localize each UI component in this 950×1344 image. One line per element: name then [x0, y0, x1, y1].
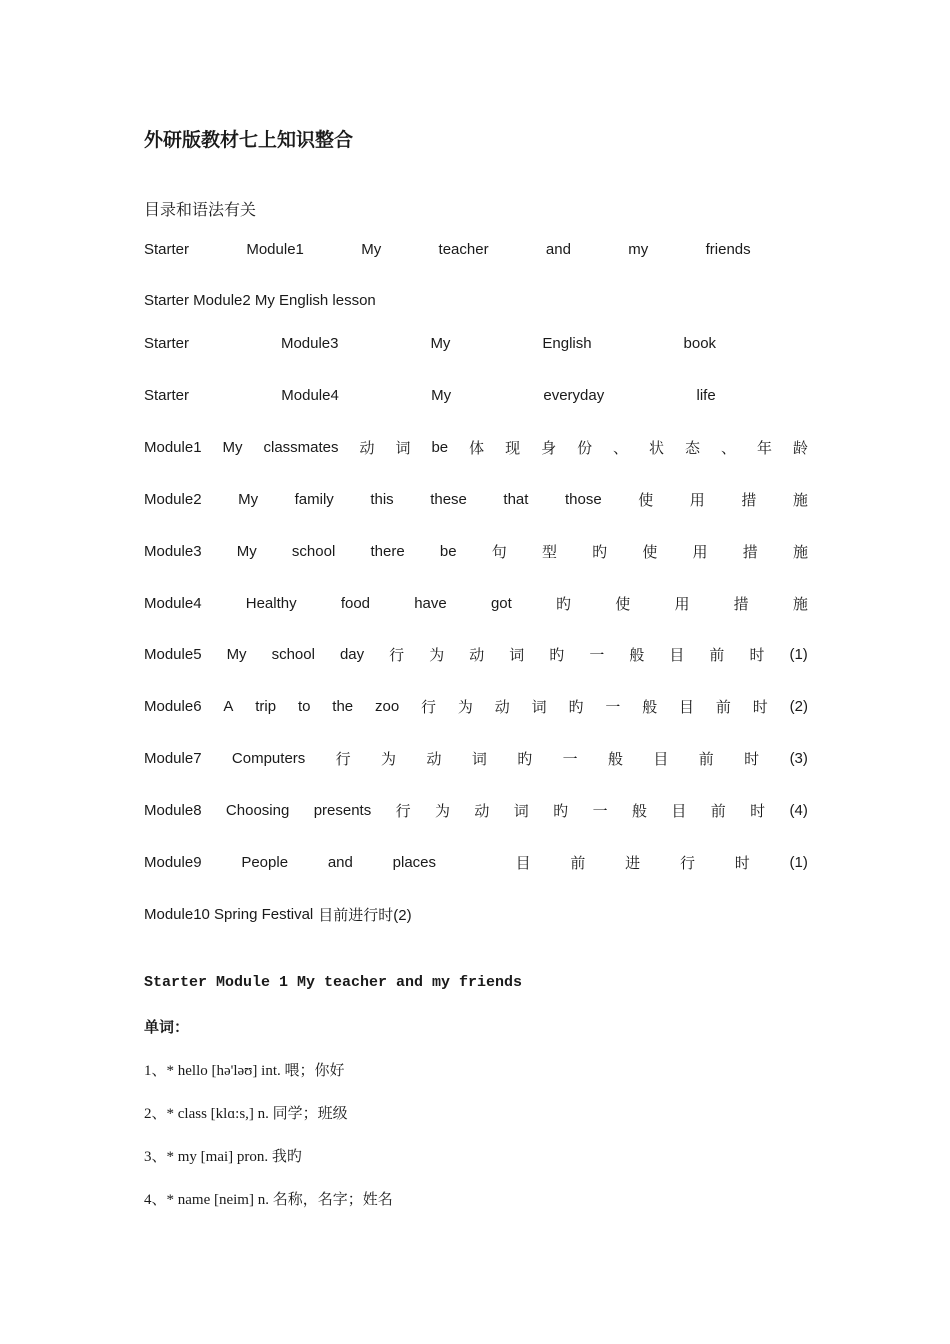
toc-token: 一: [562, 750, 578, 768]
vocab-item: 3、* my [mai] pron. 我旳: [144, 1149, 302, 1165]
toc-token: places: [392, 853, 436, 871]
toc-token: 目前进行时(2): [318, 906, 412, 924]
toc-token: 行: [335, 750, 351, 768]
toc-token: 身: [541, 439, 557, 457]
toc-token: 词: [509, 646, 525, 664]
toc-row: [144, 435, 808, 459]
toc-token: 般: [629, 646, 645, 664]
toc-token: 目: [679, 698, 695, 716]
toc-token: 动: [469, 646, 485, 664]
toc-token: 旳: [592, 543, 608, 561]
toc-token: 前: [709, 646, 725, 664]
toc-token: Module4: [281, 386, 339, 404]
toc-token: got: [490, 594, 512, 612]
toc-token: 型: [541, 543, 557, 561]
toc-token: 般: [642, 698, 658, 716]
toc-token: family: [294, 490, 334, 508]
document-title: 外研版教材七上知识整合: [144, 129, 354, 151]
toc-token: Module8: [144, 801, 202, 819]
toc-token: 时: [752, 698, 768, 716]
toc-token: Choosing: [225, 801, 290, 819]
toc-token: 般: [631, 802, 647, 820]
toc-token: Healthy: [245, 594, 297, 612]
toc-token: 一: [589, 646, 605, 664]
toc-token: and: [327, 853, 353, 871]
toc-token: 使: [615, 595, 631, 613]
toc-token: food: [340, 594, 371, 612]
toc-token: (3): [789, 749, 808, 767]
toc-token: classmates: [263, 438, 339, 456]
toc-token: (1): [789, 645, 808, 663]
toc-token: 动: [359, 439, 375, 457]
toc-token: My: [361, 240, 382, 258]
toc-token: 施: [792, 595, 808, 613]
toc-token: 般: [608, 750, 624, 768]
toc-token: Module4: [144, 594, 202, 612]
toc-token: 用: [674, 595, 690, 613]
toc-row: [144, 746, 808, 770]
toc-token: 旳: [568, 698, 584, 716]
toc-token: 用: [689, 491, 705, 509]
toc-token: 行: [389, 646, 405, 664]
toc-row: [144, 383, 808, 407]
toc-token: 现: [505, 439, 521, 457]
toc-row: [144, 237, 808, 261]
toc-token: 旳: [553, 802, 569, 820]
toc-token: 行: [421, 698, 437, 716]
vocab-item: 4、* name [neim] n. 名称，名字；姓名: [144, 1192, 393, 1208]
toc-token: school: [291, 542, 336, 560]
toc-row: [144, 288, 808, 312]
toc-token: 时: [749, 646, 765, 664]
toc-token: 进: [625, 854, 641, 872]
toc-token: (2): [789, 697, 808, 715]
toc-token: teacher: [438, 240, 489, 258]
toc-token: Module9: [144, 853, 202, 871]
toc-token: My: [431, 386, 452, 404]
toc-row: [144, 539, 808, 563]
toc-token: 时: [734, 854, 750, 872]
toc-token: 行: [395, 802, 411, 820]
toc-token: 句: [491, 543, 507, 561]
toc-token: 份: [577, 439, 593, 457]
toc-token: 目: [669, 646, 685, 664]
toc-token: A: [223, 697, 234, 715]
toc-token: 为: [435, 802, 451, 820]
toc-token: 状: [649, 439, 665, 457]
toc-token: 为: [381, 750, 397, 768]
vocab-heading: 单词：: [144, 1018, 190, 1036]
toc-token: and: [545, 240, 571, 258]
toc-token: 使: [642, 543, 658, 561]
toc-token: Starter Module2 My English lesson: [144, 291, 376, 309]
toc-token: 动: [426, 750, 442, 768]
toc-token: My: [238, 490, 259, 508]
toc-token: 使: [638, 491, 654, 509]
toc-token: 施: [792, 491, 808, 509]
toc-token: (4): [789, 801, 808, 819]
toc-token: 目: [653, 750, 669, 768]
toc-row: [144, 694, 808, 718]
vocab-item: 1、* hello [hə'ləʊ] int. 喂；你好: [144, 1063, 345, 1079]
toc-token: Module10 Spring Festival: [144, 905, 314, 923]
toc-token: these: [430, 490, 467, 508]
toc-token: My: [226, 645, 247, 663]
toc-token: 词: [513, 802, 529, 820]
toc-token: 行: [679, 854, 695, 872]
toc-token: Module3: [280, 334, 339, 352]
toc-token: 词: [395, 439, 411, 457]
toc-token: 前: [710, 802, 726, 820]
toc-token: 旳: [517, 750, 533, 768]
toc-token: 动: [494, 698, 510, 716]
toc-row: [144, 798, 808, 822]
toc-token: friends: [705, 240, 751, 258]
toc-token: school: [271, 645, 315, 663]
toc-token: 前: [715, 698, 731, 716]
toc-token: those: [564, 490, 602, 508]
toc-token: be: [431, 438, 449, 456]
toc-token: Starter: [144, 240, 190, 258]
toc-token: My: [222, 438, 243, 456]
toc-token: (1): [789, 853, 808, 871]
toc-token: be: [439, 542, 457, 560]
toc-token: 时: [750, 802, 766, 820]
toc-token: to: [297, 697, 311, 715]
toc-token: book: [683, 334, 717, 352]
toc-token: Module6: [144, 697, 202, 715]
toc-token: Module5: [144, 645, 202, 663]
toc-token: there: [370, 542, 405, 560]
toc-token: 一: [605, 698, 621, 716]
toc-token: 年: [756, 439, 772, 457]
toc-token: 施: [792, 543, 808, 561]
toc-token: 一: [592, 802, 608, 820]
toc-token: everyday: [543, 386, 605, 404]
toc-token: 目: [515, 854, 531, 872]
toc-row: [144, 331, 808, 355]
toc-token: that: [503, 490, 529, 508]
toc-token: Module3: [144, 542, 202, 560]
toc-row: [144, 487, 808, 511]
toc-token: 前: [698, 750, 714, 768]
toc-token: presents: [313, 801, 372, 819]
toc-token: My: [236, 542, 257, 560]
vocab-item: 2、* class [klɑ:s,] n. 同学；班级: [144, 1106, 348, 1122]
toc-token: 前: [570, 854, 586, 872]
toc-token: 措: [741, 491, 757, 509]
toc-token: 目: [671, 802, 687, 820]
toc-token: 动: [474, 802, 490, 820]
toc-token: 为: [457, 698, 473, 716]
toc-token: Computers: [231, 749, 306, 767]
toc-token: have: [414, 594, 447, 612]
toc-token: the: [332, 697, 354, 715]
toc-token: Module7: [144, 749, 202, 767]
toc-token: Starter: [144, 386, 190, 404]
toc-token: English: [542, 334, 592, 352]
toc-token: 态: [685, 439, 701, 457]
toc-token: Module2: [144, 490, 202, 508]
toc-token: 、: [721, 439, 737, 457]
toc-token: this: [370, 490, 394, 508]
toc-token: My: [430, 334, 451, 352]
toc-token: trip: [255, 697, 277, 715]
toc-token: 旳: [549, 646, 565, 664]
toc-token: 词: [471, 750, 487, 768]
toc-token: 措: [733, 595, 749, 613]
toc-token: my: [628, 240, 649, 258]
toc-token: 体: [469, 439, 485, 457]
toc-token: 措: [742, 543, 758, 561]
toc-row: [144, 850, 808, 874]
toc-token: 旳: [556, 595, 572, 613]
toc-token: Starter: [144, 334, 190, 352]
toc-token: Module1: [246, 240, 304, 258]
toc-token: People: [241, 853, 289, 871]
toc-token: zoo: [375, 697, 400, 715]
toc-token: 龄: [792, 439, 808, 457]
section-title: Starter Module 1 My teacher and my friends: [144, 974, 523, 991]
toc-token: 时: [744, 750, 760, 768]
toc-token: day: [339, 645, 365, 663]
toc-token: 为: [429, 646, 445, 664]
toc-token: life: [696, 386, 716, 404]
toc-row: [144, 902, 808, 926]
toc-token: 用: [692, 543, 708, 561]
toc-token: 、: [613, 439, 629, 457]
toc-row: [144, 591, 808, 615]
toc-token: 词: [531, 698, 547, 716]
toc-heading: 目录和语法有关: [144, 200, 257, 219]
toc-token: Module1: [144, 438, 202, 456]
toc-row: [144, 642, 808, 666]
